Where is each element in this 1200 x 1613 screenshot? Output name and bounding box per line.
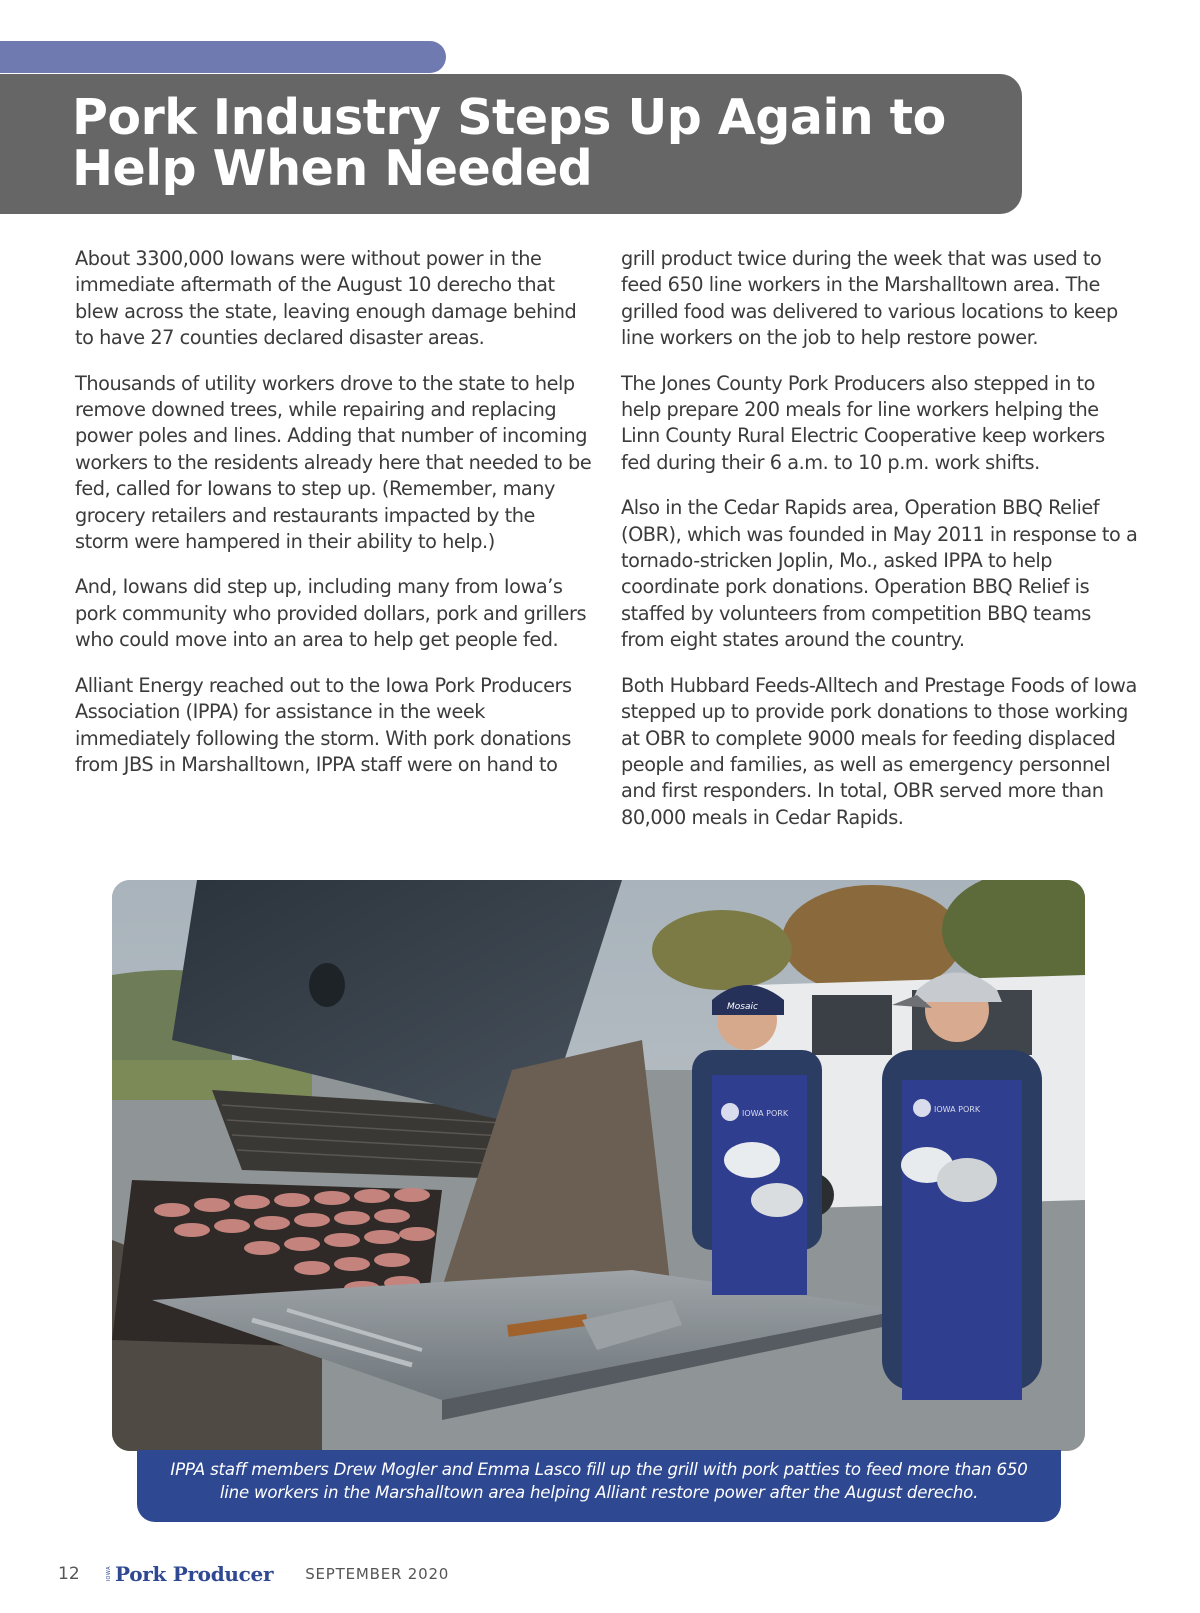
paragraph: Alliant Energy reached out to the Iowa Pork Producers Association (IPPA) for assistance in the week immediately following the storm. With pork donations from JBS in Marshalltown, IPPA staff were on hand to bbox=[75, 673, 572, 776]
logo-main-text: Pork Producer bbox=[115, 1562, 274, 1586]
page-number: 12 bbox=[58, 1564, 80, 1584]
page-footer bbox=[58, 1560, 449, 1588]
issue-date: SEPTEMBER 2020 bbox=[305, 1565, 450, 1583]
cap-logo-text: Mosaic bbox=[727, 1002, 758, 1012]
right-column bbox=[621, 246, 1139, 836]
photo-caption-box bbox=[137, 1450, 1061, 1522]
paragraph: And, Iowans did step up, including many from Iowa’s pork community who provided dollars, pork and grillers who could move into an area to help get people fed. bbox=[75, 575, 587, 652]
paragraph: Thousands of utility workers drove to the state to help remove downed trees, while repairing and replacing power poles and lines. Adding that number of incoming workers to the residents already here that needed to be fed, called for Iowans to step up. (Remember, many grocery retailers and restaurants impacted by the storm were hampered in their ability to help.) bbox=[75, 371, 592, 554]
photo-caption: IPPA staff members Drew Mogler and Emma Lasco fill up the grill with pork patties to feed more than 650 line workers in the Marshalltown area helping Alliant restore power after the August derecho. bbox=[170, 1460, 1028, 1502]
article-body bbox=[75, 246, 1140, 836]
paragraph: grill product twice during the week that was used to feed 650 line workers in the Marshalltown area. The grilled food was delivered to various locations to keep line workers on the job to help restore power. bbox=[621, 247, 1118, 350]
paragraph: Also in the Cedar Rapids area, Operation BBQ Relief (OBR), which was founded in May 2011 in response to a tornado-stricken Joplin, Mo., asked IPPA to help coordinate pork donations. Operation BBQ Relief is staffed by volunteers from competition BBQ teams from eight states around the country. bbox=[621, 496, 1138, 652]
paragraph: Both Hubbard Feeds-Alltech and Prestage Foods of Iowa stepped up to provide pork donations to those working at OBR to complete 9000 meals for feeding displaced people and families, as well as emergency personnel and first responders. In total, OBR served more than 80,000 meals in Cedar Rapids. bbox=[621, 673, 1137, 829]
paragraph: The Jones County Pork Producers also stepped in to help prepare 200 meals for line workers helping the Linn County Rural Electric Cooperative keep workers fed during their 6 a.m. to 10 p.m. work shifts. bbox=[621, 371, 1105, 474]
grill-photo bbox=[112, 880, 1085, 1451]
title-banner bbox=[0, 74, 1022, 214]
left-column bbox=[75, 246, 593, 836]
logo-small-text: IOWA bbox=[106, 1566, 112, 1582]
header-accent-bar bbox=[0, 41, 446, 73]
paragraph: About 3300,000 Iowans were without power in the immediate aftermath of the August 10 derecho that blew across the state, leaving enough damage behind to have 27 counties declared disaster areas. bbox=[75, 247, 577, 350]
article-title: Pork Industry Steps Up Again to Help When Needed bbox=[72, 89, 946, 197]
apron-logo-text: IOWA PORK bbox=[742, 1109, 789, 1118]
magazine-logo bbox=[106, 1562, 273, 1586]
apron-logo-text: IOWA PORK bbox=[934, 1105, 981, 1114]
